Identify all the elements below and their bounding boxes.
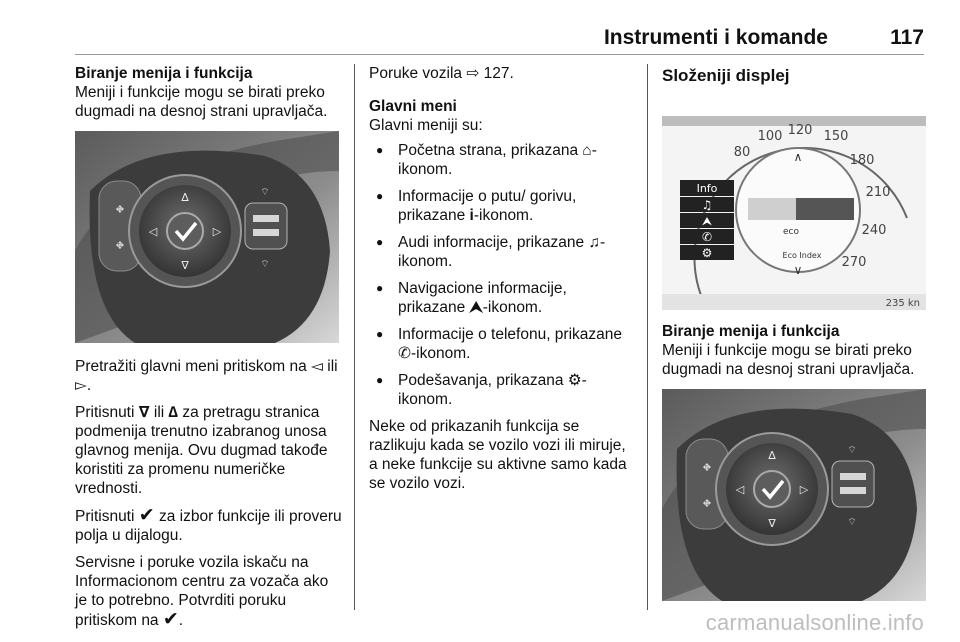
phone-icon: ✆ xyxy=(398,345,411,362)
reference-arrow-icon: ⇨ xyxy=(466,65,480,82)
svg-text:∇: ∇ xyxy=(181,259,189,272)
select-paragraph: Pritisnuti ✔ za izbor funkcije ili proveru polja u dijalogu. xyxy=(75,505,342,544)
eco-label: eco xyxy=(783,227,799,237)
svg-text:∨: ∨ xyxy=(793,263,803,277)
svg-text:∧: ∧ xyxy=(793,150,803,164)
list-item: ● Navigacione informacije, prikazane ⮝-ikonom. xyxy=(369,279,636,317)
menu-left-right-paragraph: Pretražiti glavni meni pritiskom na ◅ ili ▻. xyxy=(75,358,338,394)
instrument-display-figure xyxy=(662,98,926,310)
info-icon: i xyxy=(469,207,474,224)
section-title: Instrumenti i komande xyxy=(603,26,828,49)
music-note-icon: ♫ xyxy=(588,234,601,251)
list-item: ● Informacije o telefonu, prikazane ✆-ikonom. xyxy=(369,325,636,363)
svg-text:⌔: ⌔ xyxy=(847,445,857,456)
odometer: 235 kn xyxy=(885,298,920,309)
triangle-right-icon: ▻ xyxy=(75,377,87,394)
list-item: ● Podešavanja, prikazana ⚙-ikonom. xyxy=(369,371,636,409)
steering-wheel-figure xyxy=(75,131,339,343)
speed-label: 80 xyxy=(733,145,751,160)
eco-index-label: Eco Index xyxy=(782,251,822,260)
speed-label: 100 xyxy=(757,129,783,144)
main-menu-list xyxy=(369,141,636,409)
column-divider xyxy=(354,64,355,610)
note-paragraph: Neke od prikazanih funkcija se razlikuju kada se vozilo vozi ili miruje, a neke funkcije su aktivne samo kada se vozilo vozi. xyxy=(369,418,627,492)
display-heading: Složeniji displej xyxy=(662,66,790,85)
navigation-arrow-icon: ⮝ xyxy=(469,299,483,316)
home-icon: ⌂ xyxy=(582,142,592,159)
steering-wheel-illustration xyxy=(662,389,926,601)
speed-label: 150 xyxy=(823,129,849,144)
speed-label: 180 xyxy=(849,153,875,168)
svg-text:⛖: ⛖ xyxy=(702,461,712,474)
checkmark-icon: ✔ xyxy=(138,505,155,526)
list-item: ● Informacije o putu/ gorivu, prikazane i-ikonom. xyxy=(369,187,636,225)
instrument-cluster-illustration xyxy=(662,98,926,310)
cross-reference: Poruke vozila ⇨ 127. xyxy=(369,65,514,82)
triangle-left-icon: ◅ xyxy=(311,358,323,375)
main-menu-heading: Glavni meni xyxy=(369,98,457,115)
page-number: 117 xyxy=(890,26,924,49)
speed-label: 120 xyxy=(787,123,813,138)
svg-text:⛖: ⛖ xyxy=(115,239,125,252)
menu-music-icon: ♫ xyxy=(701,198,713,212)
svg-text:∆: ∆ xyxy=(768,449,776,462)
list-item: ● Audi informacije, prikazane ♫-ikonom. xyxy=(369,233,636,271)
section-heading: Biranje menija i funkcija xyxy=(75,65,253,82)
column-middle xyxy=(369,64,636,501)
intro-paragraph: Meniji i funkcije mogu se birati preko dugmadi na desnoj strani upravljača. xyxy=(75,84,328,120)
svg-text:▷: ▷ xyxy=(799,483,809,496)
speed-label: 240 xyxy=(861,223,887,238)
svg-text:◁: ◁ xyxy=(735,483,745,496)
speed-label: 210 xyxy=(865,185,891,200)
triangle-down-icon: ∇ xyxy=(138,404,150,421)
svg-text:▷: ▷ xyxy=(212,225,222,238)
messages-paragraph: Servisne i poruke vozila iskaču na Informacionom centru za vozača ako je to potrebno. Potvrditi poruku pritiskom na ✔. xyxy=(75,554,329,630)
triangle-up-icon: ∆ xyxy=(168,404,179,421)
menu-info: Info xyxy=(696,182,718,195)
speed-label: 270 xyxy=(841,255,867,270)
section-heading: Biranje menija i funkcija xyxy=(662,323,840,340)
list-item: ● Početna strana, prikazana ⌂-ikonom. xyxy=(369,141,636,179)
menu-gear-icon: ⚙ xyxy=(701,246,713,260)
svg-text:⌔: ⌔ xyxy=(260,187,270,198)
column-divider xyxy=(647,64,648,610)
svg-text:⛖: ⛖ xyxy=(702,497,712,510)
svg-text:◁: ◁ xyxy=(148,225,158,238)
menu-up-down-paragraph: Pritisnuti ∇ ili ∆ za pretragu stranica podmenija trenutno izabranog unosa glavnog menija. Ovu dugmad takođe koristiti za promenu numeričke vrednosti. xyxy=(75,404,328,497)
gear-icon: ⚙ xyxy=(567,372,582,389)
svg-text:⛖: ⛖ xyxy=(115,203,125,216)
steering-wheel-illustration xyxy=(75,131,339,343)
steering-wheel-figure xyxy=(662,389,926,601)
checkmark-icon: ✔ xyxy=(162,609,179,630)
menu-phone-icon: ✆ xyxy=(701,230,713,244)
svg-text:∇: ∇ xyxy=(768,517,776,530)
menu-navigation-icon: ⮝ xyxy=(701,214,713,228)
svg-text:∆: ∆ xyxy=(181,191,189,204)
svg-text:⌔: ⌔ xyxy=(260,259,270,270)
watermark: carmanualsonline.info xyxy=(705,610,924,635)
column-left xyxy=(75,64,343,638)
header-rule xyxy=(75,54,924,55)
main-menu-intro: Glavni meniji su: xyxy=(369,117,483,134)
intro-paragraph: Meniji i funkcije mogu se birati preko dugmadi na desnoj strani upravljača. xyxy=(662,342,915,378)
column-right xyxy=(662,64,926,601)
svg-text:⌔: ⌔ xyxy=(847,517,857,528)
